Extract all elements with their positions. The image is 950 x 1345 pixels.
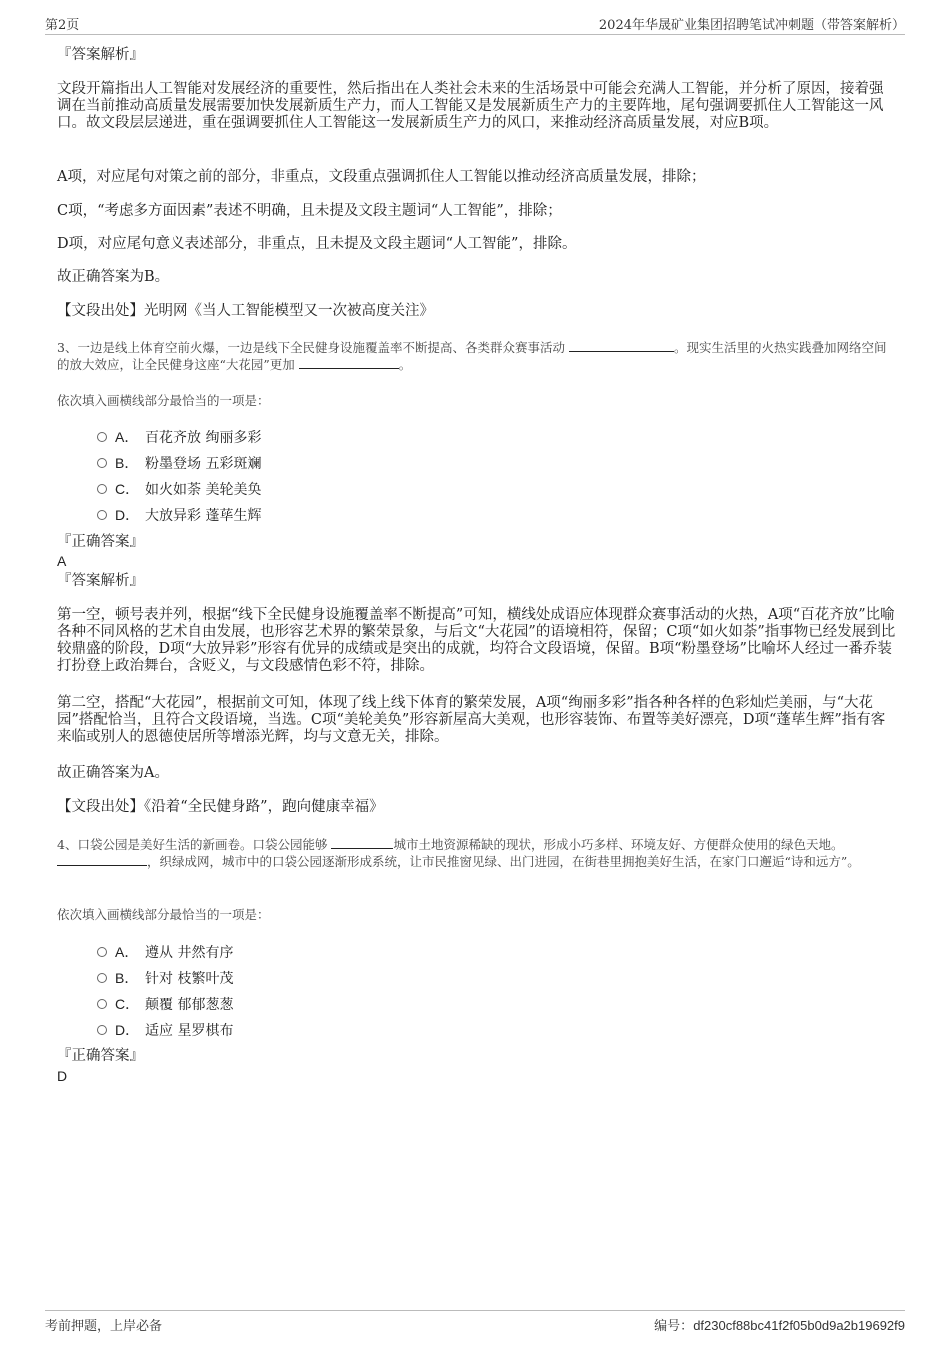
q2-analysis-option-a: A项，对应尾句对策之前的部分，非重点，文段重点强调抓住人工智能以推动经济高质量发展，排除； xyxy=(57,169,706,185)
radio-button[interactable] xyxy=(97,999,107,1009)
radio-button[interactable] xyxy=(97,947,107,957)
q2-analysis-option-c: C项，“考虑多方面因素”表述不明确，且未提及文段主题词“人工智能”，排除； xyxy=(57,203,562,219)
q4-option-b[interactable]: B． 针对 枝繁叶茂 xyxy=(97,968,233,986)
q3-stem: 3、一边是线上体育空前火爆，一边是线下全民健身设施覆盖率不断提高、各类群众赛事活动 。现实生活里的火热实践叠加网络空间的放大效应，让全民健身这座“大花园”更加 。 xyxy=(57,340,887,372)
q4-correct-label: 『正确答案』 xyxy=(57,1048,144,1064)
blank-line xyxy=(569,339,674,352)
q3-correct-label: 『正确答案』 xyxy=(57,534,144,550)
page-header xyxy=(45,14,905,35)
document-code: 编号：df230cf88bc41f2f05b0d9a2b19692f9 xyxy=(654,1318,905,1334)
q4-option-d[interactable]: D． 适应 星罗棋布 xyxy=(97,1020,233,1038)
radio-button[interactable] xyxy=(97,484,107,494)
q3-analysis-label: 『答案解析』 xyxy=(57,573,144,589)
document-title: 2024年华晟矿业集团招聘笔试冲刺题（带答案解析） xyxy=(598,18,905,33)
q2-analysis-paragraph: 文段开篇指出人工智能对发展经济的重要性，然后指出在人类社会未来的生活场景中可能会充满人工智能，并分析了原因，接着强调在当前推动高质量发展需要加快发展新质生产力，而人工智能又是发展新质生产力的主要阵地，尾句强调要抓住人工智能这一风口。故文段层层递进，重在强调要抓住人工智能这一发展新质生产力的风口，来推动经济高质量发展，对应B项。 xyxy=(57,81,884,131)
q2-analysis-option-d: D项，对应尾句意义表述部分，非重点，且未提及文段主题词“人工智能”，排除。 xyxy=(57,236,577,252)
q3-analysis-paragraph-2: 第二空，搭配“大花园”，根据前文可知，体现了线上线下体育的繁荣发展，A项“绚丽多彩”指各种各样的色彩灿烂美丽，与“大花园”搭配恰当，且符合文段语境，当选。C项“美轮美奂”形容新屋高大美观，也形容装饰、布置等美好漂亮，D项“蓬荜生辉”指有客来临或别人的恩德使居所等增添光辉，均与文意无关，排除。 xyxy=(57,695,886,745)
q3-option-d[interactable]: D． 大放异彩 蓬荜生辉 xyxy=(97,505,261,523)
q4-stem: 4、口袋公园是美好生活的新画卷。口袋公园能够 城市土地资源稀缺的现状，形成小巧多样、环境友好、方便群众使用的绿色天地。 ，织绿成网，城市中的口袋公园逐渐形成系统，让市民推窗见绿、出门进园，在街巷里拥抱美好生活，在家门口邂逅“诗和远方”。 xyxy=(57,837,860,869)
q4-correct-answer: D xyxy=(57,1068,68,1084)
q3-source: 【文段出处】《沿着“全民健身路”，跑向健康幸福》 xyxy=(57,799,384,815)
q3-option-a[interactable]: A． 百花齐放 绚丽多彩 xyxy=(97,427,261,445)
q4-instruction: 依次填入画横线部分最恰当的一项是： xyxy=(57,907,270,922)
q4-option-c[interactable]: C． 颠覆 郁郁葱葱 xyxy=(97,994,233,1012)
q3-option-b[interactable]: B． 粉墨登场 五彩斑斓 xyxy=(97,453,261,471)
q4-option-a[interactable]: A． 遵从 井然有序 xyxy=(97,942,233,960)
radio-button[interactable] xyxy=(97,973,107,983)
q3-conclusion: 故正确答案为A。 xyxy=(57,765,169,781)
radio-button[interactable] xyxy=(97,458,107,468)
blank-line xyxy=(57,853,147,866)
radio-button[interactable] xyxy=(97,510,107,520)
q2-analysis-label: 『答案解析』 xyxy=(57,47,144,63)
q3-analysis-paragraph-1: 第一空，顿号表并列，根据“线下全民健身设施覆盖率不断提高”可知，横线处成语应体现群众赛事活动的火热，A项“百花齐放”比喻各种不同风格的艺术自由发展，也形容艺术界的繁荣景象，与后文“大花园”的语境相符，保留；C项“如火如荼”指事物已经发展到比较鼎盛的阶段，D项“大放异彩”形容有优异的成绩或是突出的成就，均符合文段语境，保留。B项“粉墨登场”比喻坏人经过一番乔装打扮登上政治舞台，含贬义，与文段感情色彩不符，排除。 xyxy=(57,607,896,674)
q2-conclusion: 故正确答案为B。 xyxy=(57,269,170,285)
radio-button[interactable] xyxy=(97,432,107,442)
page-footer xyxy=(45,1310,905,1333)
q3-instruction: 依次填入画横线部分最恰当的一项是： xyxy=(57,393,270,408)
footer-slogan: 考前押题，上岸必备 xyxy=(45,1319,163,1334)
blank-line xyxy=(299,356,399,369)
page-number: 第2页 xyxy=(45,18,80,33)
q3-correct-answer: A xyxy=(57,553,67,569)
radio-button[interactable] xyxy=(97,1025,107,1035)
q3-option-c[interactable]: C． 如火如荼 美轮美奂 xyxy=(97,479,261,497)
q2-source: 【文段出处】光明网《当人工智能模型又一次被高度关注》 xyxy=(57,303,434,319)
blank-line xyxy=(331,836,393,849)
